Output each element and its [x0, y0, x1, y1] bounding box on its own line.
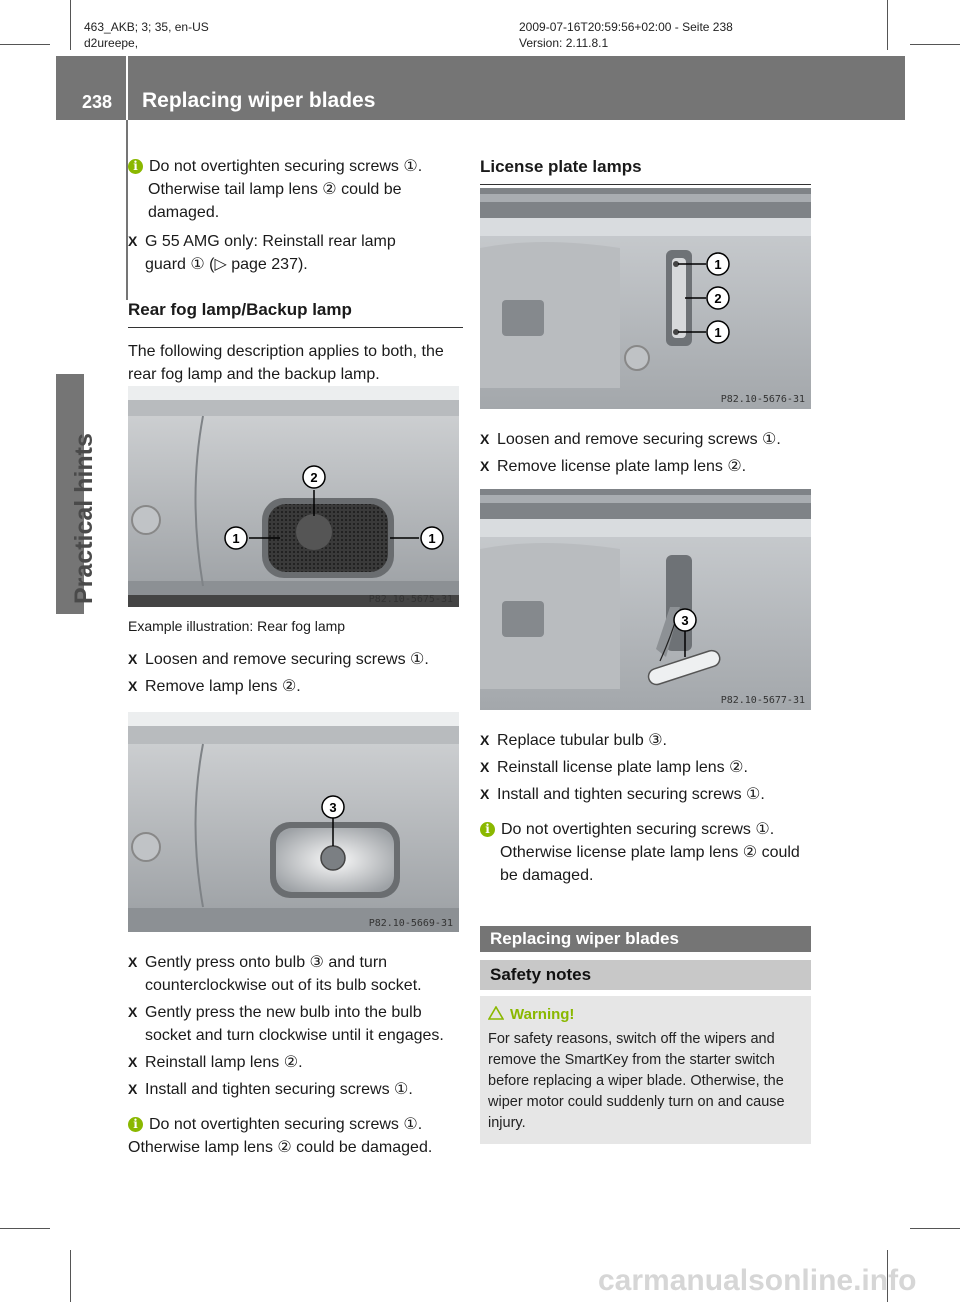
- instruction-step: X Loosen and remove securing screws ①.: [480, 428, 811, 451]
- meta-right-line2: Version: 2.11.8.1: [519, 36, 609, 50]
- text-line: before replacing a wiper blade. Otherwise, the: [488, 1073, 784, 1089]
- section-heading: License plate lamps: [480, 155, 811, 185]
- callout-1: 1: [232, 531, 240, 546]
- text-line: guard ① (▷ page 237).: [145, 256, 308, 273]
- instruction-step: X Replace tubular bulb ③.: [480, 729, 815, 752]
- info-icon: i: [128, 1117, 143, 1132]
- header-divider: [126, 56, 128, 120]
- text-line: injury.: [488, 1115, 526, 1131]
- text-line: rear fog lamp and the backup lamp.: [128, 366, 380, 383]
- instruction-step: X Install and tighten securing screws ①.: [480, 783, 815, 806]
- text-line: Otherwise tail lamp lens ② could be: [148, 181, 402, 198]
- callout-1: 1: [714, 325, 722, 340]
- text-line: For safety reasons, switch off the wipers and: [488, 1031, 775, 1047]
- meta-left-line1: 463_AKB; 3; 35, en-US: [84, 20, 209, 34]
- text-line: X Gently press onto bulb ③ and turn: [145, 954, 388, 971]
- callout-2: 2: [310, 470, 318, 485]
- section-heading-bar: Replacing wiper blades: [480, 926, 811, 952]
- instruction-step: [128, 230, 463, 276]
- subsection-heading-bar: Safety notes: [480, 960, 811, 990]
- callout-3: 3: [681, 613, 689, 628]
- watermark: carmanualsonline.info: [598, 1264, 917, 1297]
- info-note: [128, 155, 463, 224]
- warning-icon: [488, 1006, 504, 1020]
- info-icon: i: [480, 822, 495, 837]
- instruction-step: X Reinstall license plate lamp lens ②.: [480, 756, 815, 779]
- instruction-step: X Loosen and remove securing screws ①.: [128, 648, 463, 671]
- text-line: socket and turn clockwise until it engages.: [145, 1027, 444, 1044]
- meta-left-line2: d2ureepe,: [84, 36, 139, 50]
- callout-1: 1: [714, 257, 722, 272]
- figure-caption: Example illustration: Rear fog lamp: [128, 618, 346, 634]
- figure-code: P82.10-5675-31: [368, 594, 453, 605]
- text-line: remove the SmartKey from the starter switch: [488, 1052, 775, 1068]
- section-tab-label: Practical hints: [70, 433, 98, 604]
- text-line: be damaged.: [500, 867, 594, 884]
- warning-title: Warning!: [510, 1006, 575, 1023]
- figure-license-plate-lamp: [480, 188, 811, 409]
- text-line: Otherwise license plate lamp lens ② could: [500, 844, 800, 861]
- left-column: [128, 155, 463, 386]
- info-note: [480, 818, 815, 887]
- instruction-step: X Install and tighten securing screws ①.: [128, 1078, 468, 1101]
- text-line: Otherwise lamp lens ② could be damaged.: [128, 1139, 433, 1156]
- instruction-step: X Remove lamp lens ②.: [128, 675, 463, 698]
- text-line: X G 55 AMG only: Reinstall rear lamp: [145, 233, 396, 250]
- crop-mark: [910, 1228, 960, 1229]
- left-column-steps: [128, 615, 463, 698]
- intro-text: [128, 340, 463, 386]
- page-header: [56, 56, 905, 120]
- side-divider: [56, 120, 120, 300]
- text-line: X Gently press the new bulb into the bulb: [145, 1004, 422, 1021]
- page-number: 238: [82, 92, 113, 112]
- instruction-step: X Remove license plate lamp lens ②.: [480, 455, 811, 478]
- info-icon: i: [128, 159, 143, 174]
- instruction-step: [128, 1001, 468, 1047]
- text-line: counterclockwise out of its bulb socket.: [145, 977, 422, 994]
- section-heading: Rear fog lamp/Backup lamp: [128, 298, 463, 328]
- crop-mark: [887, 0, 888, 50]
- text-line: damaged.: [148, 204, 220, 221]
- figure-code: P82.10-5677-31: [720, 695, 805, 706]
- callout-2: 2: [714, 291, 722, 306]
- figure-rear-fog-lamp: [128, 386, 459, 607]
- crop-mark: [0, 44, 50, 45]
- instruction-step: X Reinstall lamp lens ②.: [128, 1051, 468, 1074]
- right-column-steps: [480, 428, 811, 478]
- crop-mark: [70, 1250, 71, 1302]
- warning-box: [480, 996, 811, 1144]
- left-column-steps2: [128, 951, 468, 1159]
- callout-3: 3: [329, 800, 337, 815]
- info-note: [128, 1113, 468, 1159]
- figure-code: P82.10-5669-31: [368, 918, 453, 929]
- figure-lamp-bulb: [128, 712, 459, 932]
- callout-1: 1: [428, 531, 436, 546]
- right-column-steps2: [480, 729, 815, 887]
- text-line: Do not overtighten securing screws ①.: [149, 158, 423, 175]
- meta-right-line1: 2009-07-16T20:59:56+02:00 - Seite 238: [519, 20, 733, 34]
- text-line: The following description applies to both, the: [128, 343, 444, 360]
- text-line: Do not overtighten securing screws ①.: [149, 1116, 423, 1133]
- instruction-step: [128, 951, 468, 997]
- crop-mark: [910, 44, 960, 45]
- figure-code: P82.10-5676-31: [720, 394, 805, 405]
- crop-mark: [70, 0, 71, 50]
- text-line: Do not overtighten securing screws ①.: [501, 821, 775, 838]
- text-line: wiper motor could suddenly turn on and cause: [488, 1094, 785, 1110]
- crop-mark: [0, 1228, 50, 1229]
- page-title: Replacing wiper blades: [142, 89, 376, 112]
- figure-tubular-bulb: [480, 489, 811, 710]
